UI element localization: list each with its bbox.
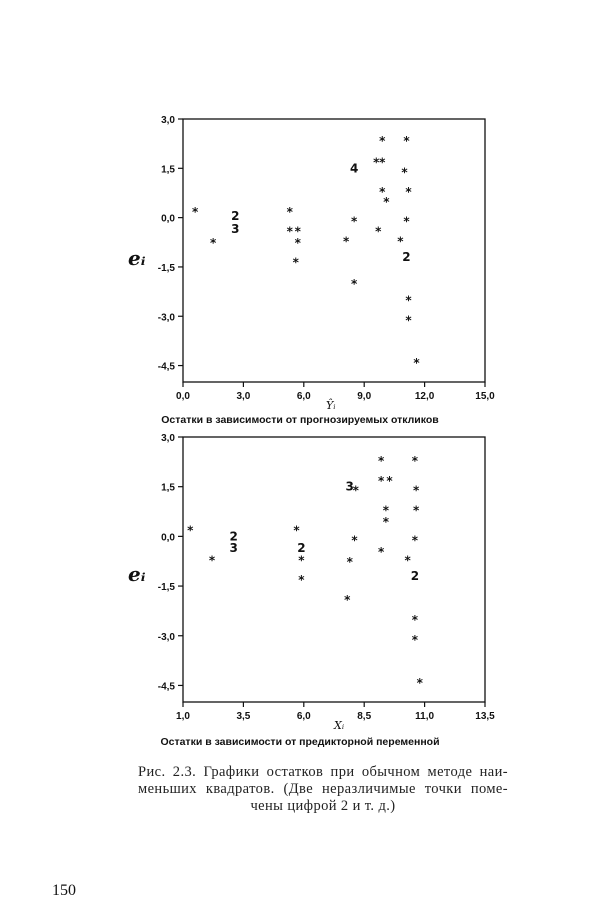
y-tick-label: -1,5	[157, 582, 175, 594]
y-tick-label: -1,5	[157, 262, 175, 274]
data-point: *	[405, 185, 412, 200]
y-tick-label: 1,5	[161, 164, 175, 176]
caption-line-1: Рис. 2.3. Графики остатков при обычном методе наи-	[138, 764, 508, 780]
data-point-count: 2	[402, 250, 411, 265]
x-tick-label: 11,0	[415, 711, 435, 722]
data-point: *	[375, 224, 382, 239]
x-axis-label-x-i: Xᵢ	[334, 719, 345, 732]
y-axis-label-e-i-2: eᵢ	[128, 562, 146, 586]
data-point: *	[350, 214, 358, 229]
y-tick-label: 0,0	[161, 532, 175, 544]
data-point: *	[403, 134, 410, 149]
data-point: *	[344, 593, 351, 607]
data-point: *	[346, 554, 353, 569]
data-point: *	[210, 235, 217, 250]
caption-line-2: меньших квадратов. (Две неразличимые точки поме-	[138, 781, 508, 797]
data-point: *	[379, 134, 386, 149]
plot-frame	[183, 437, 485, 702]
y-tick-label: 3,0	[161, 433, 175, 444]
data-point: *	[208, 553, 216, 568]
chart-subtitle-predictor: Остатки в зависимости от предикторной переменной	[160, 736, 440, 748]
y-tick-label: 0,0	[161, 213, 175, 225]
data-point: *	[416, 675, 423, 690]
page-number: 150	[52, 882, 76, 899]
x-tick-label: 9,0	[357, 391, 372, 402]
data-point: *	[413, 483, 420, 498]
x-tick-label: 3,0	[236, 391, 251, 402]
data-point: *	[286, 204, 293, 219]
y-tick-label: -4,5	[157, 681, 175, 693]
data-point-count: 2	[297, 540, 306, 555]
x-tick-label: 13,5	[475, 711, 495, 722]
y-tick-label: -4,5	[157, 361, 175, 373]
data-point: *	[373, 155, 380, 170]
data-point: *	[411, 533, 419, 548]
x-axis-label-y-hat: Ŷᵢ	[326, 399, 336, 412]
x-tick-label: 8,5	[357, 711, 372, 722]
data-point: *	[405, 313, 412, 328]
y-tick-label: -3,0	[157, 631, 175, 643]
data-point: *	[191, 204, 199, 219]
data-point-count: 2	[231, 208, 240, 223]
data-point: *	[377, 473, 385, 488]
y-tick-label: 1,5	[161, 482, 175, 494]
data-point-count: 4	[349, 161, 359, 176]
chart-subtitle-predicted: Остатки в зависимости от прогнозируемых откликов	[161, 414, 439, 426]
data-point-count: 3	[229, 540, 238, 555]
x-tick-label: 6,0	[296, 391, 311, 402]
data-point: *	[405, 293, 412, 308]
data-point: *	[386, 473, 393, 488]
x-tick-label: 12,0	[414, 391, 435, 402]
data-point: *	[342, 234, 350, 249]
x-tick-label: 3,5	[236, 711, 251, 722]
data-point: *	[350, 277, 358, 292]
data-point: *	[383, 194, 390, 209]
data-point: *	[382, 515, 390, 530]
figure-caption	[138, 764, 508, 815]
data-point: *	[382, 503, 390, 518]
data-point: *	[294, 224, 301, 239]
data-point: *	[351, 533, 358, 548]
data-point: *	[352, 483, 359, 498]
data-point-count: 2	[229, 529, 238, 544]
data-point: *	[377, 453, 385, 468]
data-point: *	[413, 355, 420, 370]
data-point-count: 3	[231, 222, 240, 237]
data-point: *	[411, 453, 419, 468]
x-tick-label: 1,0	[176, 711, 190, 722]
x-tick-label: 15,0	[475, 391, 495, 402]
data-point: *	[403, 214, 410, 229]
data-point: *	[379, 185, 386, 200]
y-tick-label: -3,0	[157, 312, 175, 324]
x-tick-label: 0,0	[176, 391, 190, 402]
y-axis-label-e-i: eᵢ	[128, 246, 146, 270]
data-point-count: 3	[345, 479, 354, 494]
data-point: *	[379, 155, 386, 170]
data-point: *	[298, 553, 305, 568]
data-point: *	[404, 553, 411, 568]
data-point: *	[294, 235, 301, 250]
data-point: *	[411, 632, 419, 647]
data-point: *	[187, 523, 194, 538]
data-point: *	[411, 612, 419, 627]
data-point-count: 2	[410, 569, 420, 584]
data-point: *	[293, 523, 300, 538]
data-point: *	[286, 224, 293, 239]
data-point: *	[298, 573, 305, 588]
data-point: *	[377, 544, 385, 559]
caption-line-3: чены цифрой 2 и т. д.)	[250, 798, 396, 814]
data-point: *	[292, 255, 299, 270]
data-point: *	[401, 165, 408, 180]
y-tick-label: 3,0	[161, 115, 175, 126]
x-tick-label: 6,0	[296, 711, 311, 722]
data-point: *	[397, 234, 404, 249]
data-point: *	[413, 503, 420, 518]
